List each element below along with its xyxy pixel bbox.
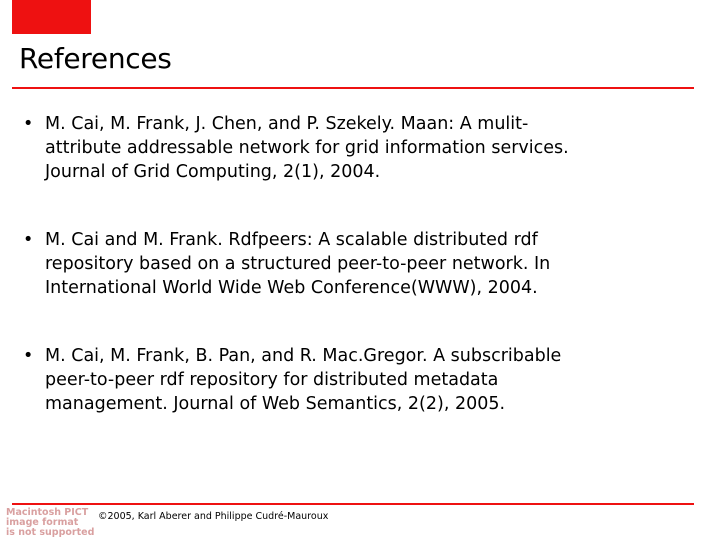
reference-list [20,112,700,460]
slide-title: References [19,42,172,75]
header-accent-block [12,0,91,34]
reference-line: M. Cai and M. Frank. Rdfpeers: A scalable distributed rdf [45,230,538,250]
reference-line: attribute addressable network for grid information services. [45,138,569,158]
placeholder-line: Macintosh PICT [6,507,89,518]
unsupported-image-placeholder [6,500,94,540]
reference-line: peer-to-peer rdf repository for distributed metadata [45,370,499,390]
bullet-icon: • [23,230,34,250]
footer-copyright: ©2005, Karl Aberer and Philippe Cudré-Mauroux [98,511,329,522]
reference-line: International World Wide Web Conference(WWW), 2004. [45,278,538,298]
reference-item [20,344,700,416]
placeholder-line: is not supported [6,527,95,538]
title-divider [12,87,694,89]
reference-line: M. Cai, M. Frank, J. Chen, and P. Szekely. Maan: A mulit- [45,114,529,134]
reference-item [20,228,700,300]
reference-item [20,112,700,184]
bullet-icon: • [23,346,34,366]
reference-line: Journal of Grid Computing, 2(1), 2004. [45,162,381,182]
placeholder-line: image format [6,517,79,528]
bullet-icon: • [23,114,34,134]
reference-line: repository based on a structured peer-to-peer network. In [45,254,551,274]
footer-divider [12,503,694,505]
reference-line: management. Journal of Web Semantics, 2(2), 2005. [45,394,506,414]
reference-line: M. Cai, M. Frank, B. Pan, and R. Mac.Gregor. A subscribable [45,346,562,366]
